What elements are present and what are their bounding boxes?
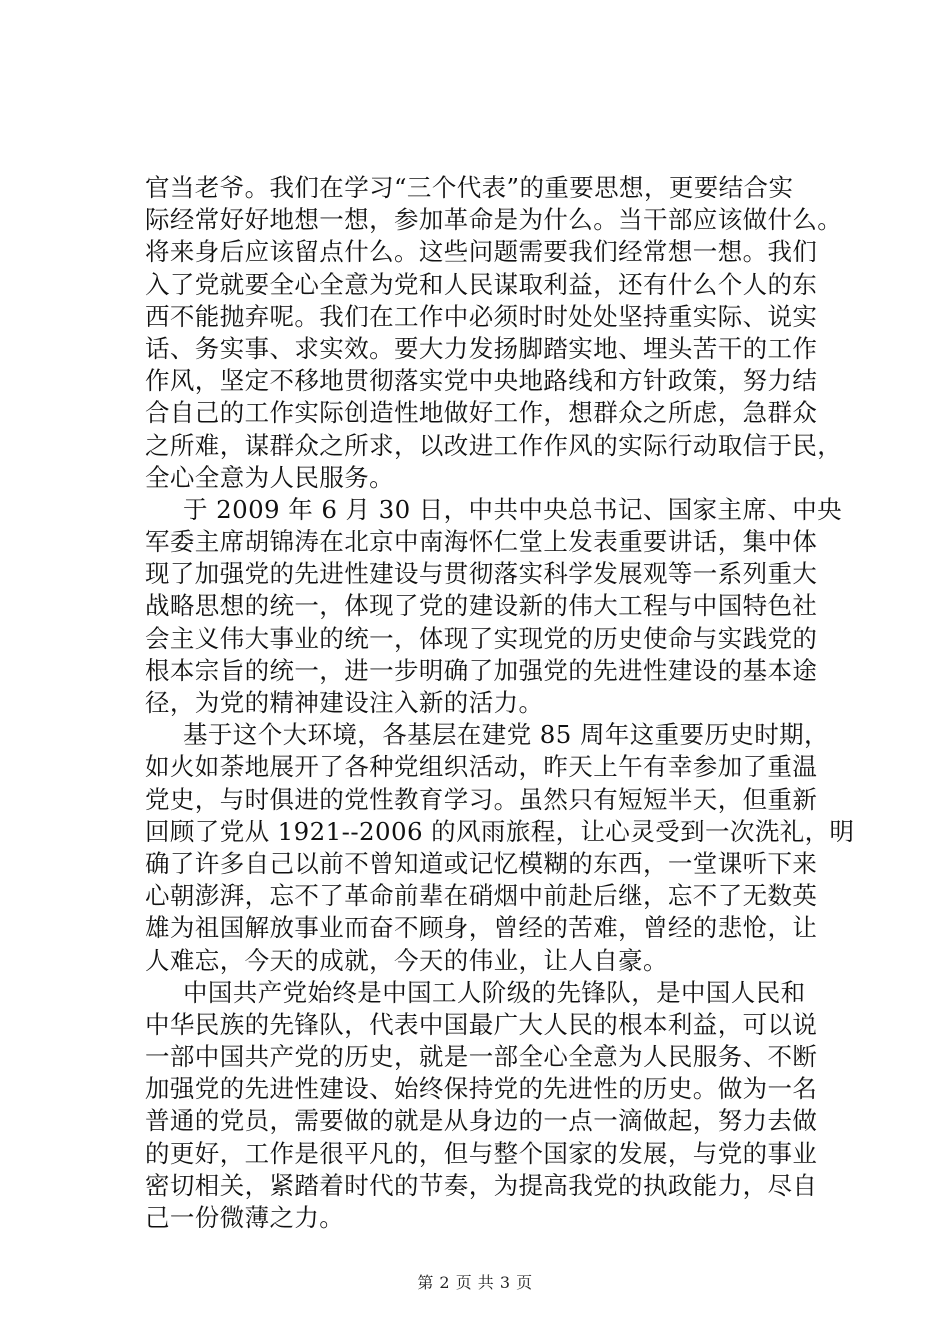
- text-line: 官当老爷。我们在学习“三个代表”的重要思想，更要结合实: [145, 173, 794, 202]
- text-line: 将来身后应该留点什么。这些问题需要我们经常想一想。我们: [145, 237, 818, 267]
- text-line: 战略思想的统一，体现了党的建设新的伟大工程与中国特色社: [145, 591, 818, 621]
- text-line: 雄为祖国解放事业而奋不顾身，曾经的苦难，曾经的悲怆，让: [145, 913, 818, 943]
- text-line: 如火如荼地展开了各种党组织活动，昨天上午有幸参加了重温: [145, 752, 818, 782]
- text-line: 回顾了党从 1921--2006 的风雨旅程，让心灵受到一次洗礼，明: [145, 816, 855, 846]
- text-line: 心朝澎湃，忘不了革命前辈在硝烟中前赴后继，忘不了无数英: [145, 881, 818, 911]
- text-line: 入了党就要全心全意为党和人民谋取利益，还有什么个人的东: [145, 269, 818, 299]
- text-line: 己一份微薄之力。: [145, 1203, 345, 1232]
- text-line: 普通的党员，需要做的就是从身边的一点一滴做起，努力去做: [145, 1106, 818, 1136]
- text-line: 径，为党的精神建设注入新的活力。: [145, 688, 544, 717]
- text-line: 话、务实事、求实效。要大力发扬脚踏实地、埋头苦干的工作: [145, 333, 818, 363]
- paragraph-start-line: 于 2009 年 6 月 30 日，中共中央总书记、国家主席、中央: [183, 494, 843, 524]
- page-number-footer: 第 2 页 共 3 页: [417, 1273, 533, 1292]
- document-body: [145, 172, 855, 1234]
- text-line: 之所难，谋群众之所求，以改进工作作风的实际行动取信于民，: [145, 430, 843, 460]
- text-line: 密切相关，紧踏着时代的节奏，为提高我党的执政能力，尽自: [145, 1170, 818, 1200]
- text-line: 现了加强党的先进性建设与贯彻落实科学发展观等一系列重大: [145, 559, 818, 589]
- text-line: 党史，与时俱进的党性教育学习。虽然只有短短半天，但重新: [145, 784, 818, 814]
- text-line: 的更好，工作是很平凡的，但与整个国家的发展，与党的事业: [145, 1138, 818, 1168]
- text-line: 确了许多自己以前不曾知道或记忆模糊的东西，一堂课听下来: [145, 848, 818, 878]
- text-line: 西不能抛弃呢。我们在工作中必须时时处处坚持重实际、说实: [145, 301, 818, 331]
- text-line: 一部中国共产党的历史，就是一部全心全意为人民服务、不断: [145, 1042, 818, 1072]
- text-line: 合自己的工作实际创造性地做好工作，想群众之所虑，急群众: [145, 398, 818, 428]
- paragraph-start-line: 基于这个大环境，各基层在建党 85 周年这重要历史时期，: [183, 720, 829, 750]
- paragraph-start-line: 中国共产党始终是中国工人阶级的先锋队，是中国人民和: [183, 977, 806, 1007]
- text-line: 作风，坚定不移地贯彻落实党中央地路线和方针政策，努力结: [145, 366, 818, 396]
- text-line: 人难忘，今天的成就，今天的伟业，让人自豪。: [145, 945, 668, 975]
- text-line: 加强党的先进性建设、始终保持党的先进性的历史。做为一名: [145, 1074, 818, 1104]
- text-line: 根本宗旨的统一，进一步明确了加强党的先进性建设的基本途: [145, 655, 818, 685]
- text-line: 军委主席胡锦涛在北京中南海怀仁堂上发表重要讲话，集中体: [145, 527, 818, 557]
- text-line: 际经常好好地想一想，参加革命是为什么。当干部应该做什么。: [145, 205, 843, 235]
- text-line: 中华民族的先锋队，代表中国最广大人民的根本利益，可以说: [145, 1009, 818, 1039]
- text-line: 全心全意为人民服务。: [145, 462, 394, 492]
- text-line: 会主义伟大事业的统一，体现了实现党的历史使命与实践党的: [145, 623, 818, 653]
